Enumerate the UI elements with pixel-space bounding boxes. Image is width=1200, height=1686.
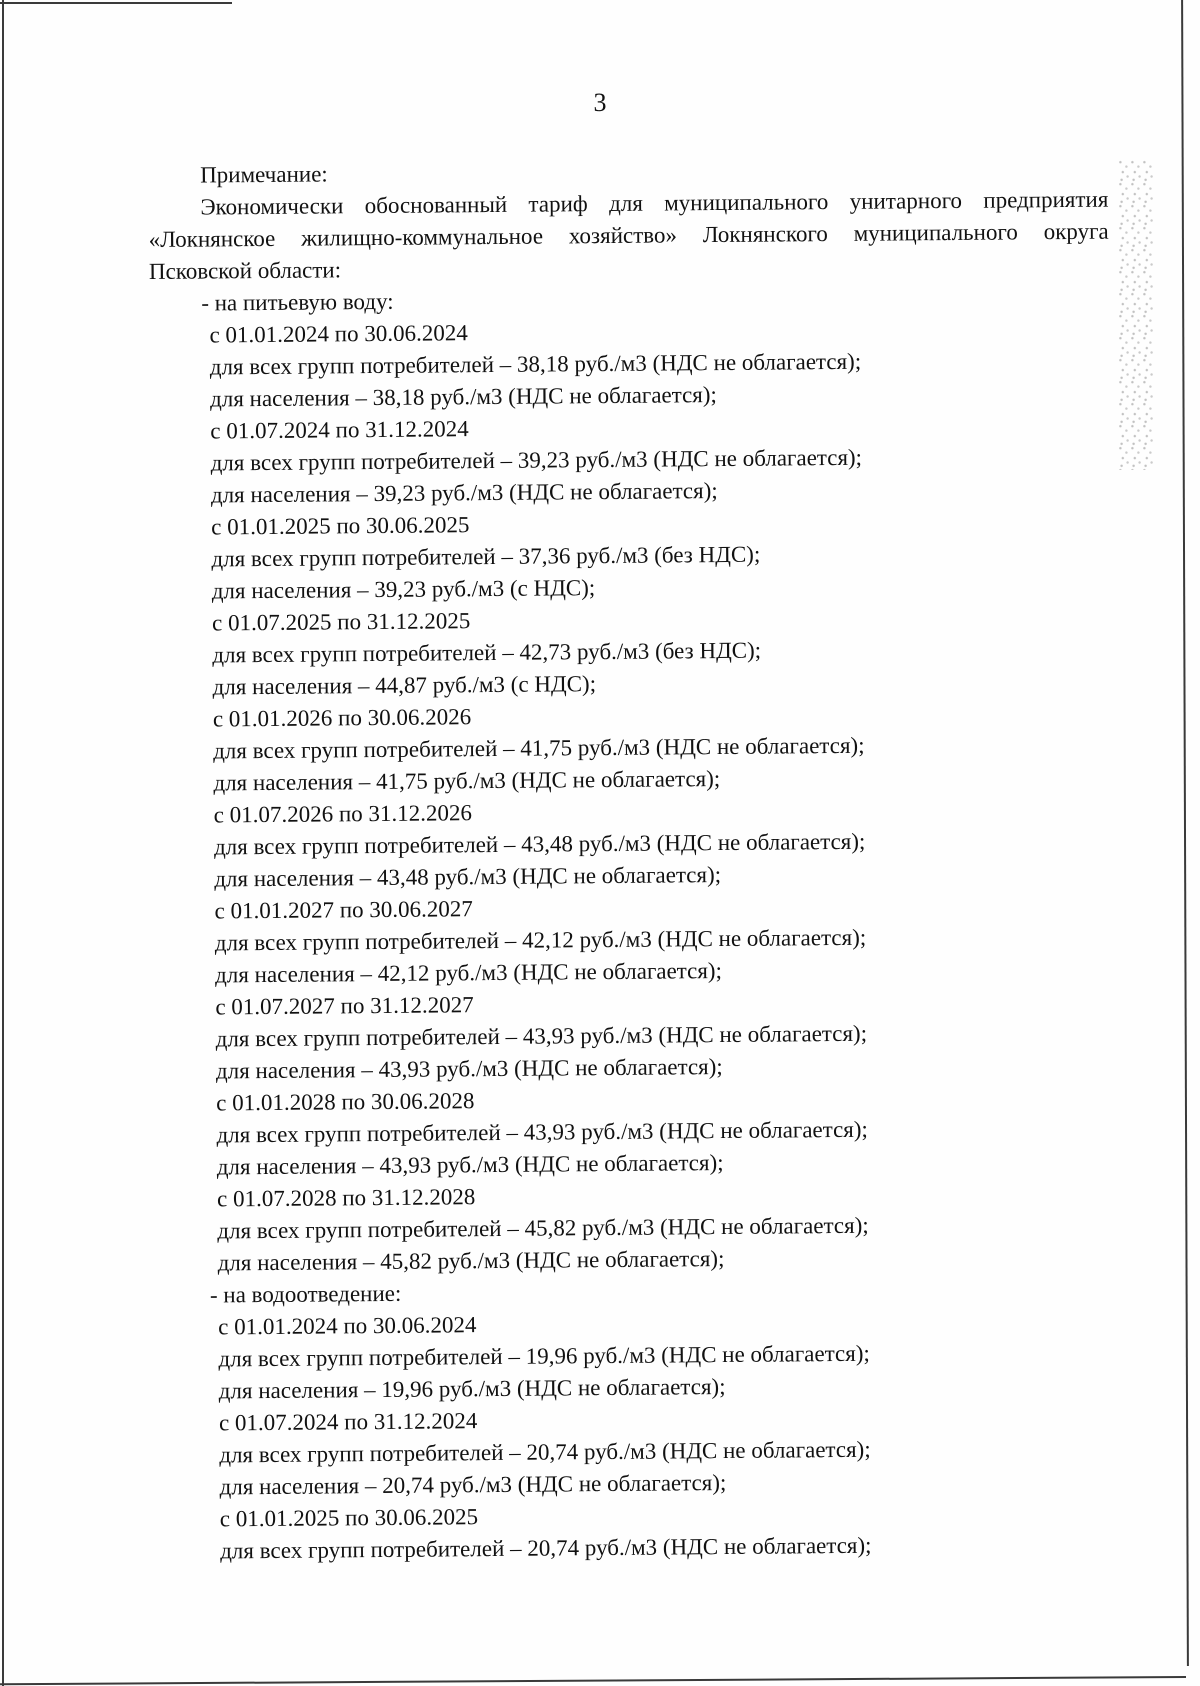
intro-line: Экономически обоснованный тариф для муниципального унитарного предприятия: [200, 186, 1109, 220]
tariff-line: для всех групп потребителей – 43,93 руб./м3 (НДС не облагается);: [215, 1020, 868, 1052]
tariff-line: для населения – 41,75 руб./м3 (НДС не облагается);: [213, 766, 721, 796]
tariff-line: для всех групп потребителей – 39,23 руб./м3 (НДС не облагается);: [210, 444, 863, 476]
tariff-line: для населения – 42,12 руб./м3 (НДС не облагается);: [215, 958, 723, 988]
tariff-line: для населения – 38,18 руб./м3 (НДС не облагается);: [209, 382, 717, 412]
tariff-line: для всех групп потребителей – 19,96 руб./м3 (НДС не облагается);: [218, 1340, 870, 1372]
tariff-line: для всех групп потребителей – 20,74 руб./м3 (НДС не облагается);: [220, 1532, 872, 1564]
tariff-line: для населения – 20,74 руб./м3 (НДС не облагается);: [219, 1470, 727, 1500]
tariff-line: для населения – 44,87 руб./м3 (с НДС);: [212, 671, 597, 700]
tariff-line: для населения – 43,93 руб./м3 (НДС не облагается);: [215, 1054, 723, 1084]
intro-line: Псковской области:: [148, 257, 342, 284]
tariff-line: для всех групп потребителей – 20,74 руб./м3 (НДС не облагается);: [219, 1436, 871, 1468]
section-title: - на питьевую воду:: [201, 288, 394, 316]
scan-edge-bottom: [0, 1676, 1186, 1685]
tariff-line: с 01.01.2024 по 30.06.2024: [209, 320, 468, 348]
tariff-line: с 01.01.2028 по 30.06.2028: [216, 1088, 475, 1116]
tariff-line: для населения – 39,23 руб./м3 (НДС не облагается);: [210, 478, 718, 508]
page-number: 3: [593, 88, 607, 117]
tariff-line: с 01.01.2027 по 30.06.2027: [214, 896, 473, 924]
tariff-sections: [149, 280, 1120, 1568]
tariff-line: для всех групп потребителей – 41,75 руб./м3 (НДС не облагается);: [213, 732, 865, 764]
tariff-line: для всех групп потребителей – 43,93 руб./м3 (НДС не облагается);: [216, 1116, 868, 1148]
tariff-line: с 01.07.2024 по 31.12.2024: [210, 416, 469, 444]
scan-edge-left: [2, 0, 4, 1686]
tariff-line: для населения – 39,23 руб./м3 (с НДС);: [211, 575, 596, 604]
tariff-line: для всех групп потребителей – 42,73 руб./м3 (без НДС);: [212, 637, 762, 668]
tariff-line: с 01.07.2028 по 31.12.2028: [216, 1184, 476, 1212]
tariff-line: с 01.07.2025 по 31.12.2025: [211, 608, 471, 636]
tariff-line: для всех групп потребителей – 43,48 руб./м3 (НДС не облагается);: [213, 828, 866, 860]
note-heading: Примечание:: [200, 161, 328, 188]
tariff-line: с 01.01.2025 по 30.06.2025: [211, 512, 470, 540]
scan-noise: [1118, 160, 1154, 470]
tariff-line: для населения – 19,96 руб./м3 (НДС не облагается);: [218, 1374, 726, 1404]
tariff-line: с 01.07.2027 по 31.12.2027: [215, 992, 474, 1020]
tariff-line: с 01.01.2024 по 30.06.2024: [218, 1312, 477, 1340]
tariff-line: для всех групп потребителей – 42,12 руб./м3 (НДС не облагается);: [214, 924, 867, 956]
tariff-line: для всех групп потребителей – 37,36 руб./м3 (без НДС);: [211, 541, 761, 572]
tariff-line: для населения – 43,93 руб./м3 (НДС не облагается);: [216, 1150, 724, 1180]
section-title: - на водоотведение:: [209, 1280, 402, 1308]
tariff-line: с 01.01.2025 по 30.06.2025: [219, 1504, 479, 1532]
tariff-line: с 01.07.2024 по 31.12.2024: [218, 1408, 478, 1436]
tariff-line: для населения – 45,82 руб./м3 (НДС не облагается);: [217, 1246, 725, 1276]
note-body: [148, 152, 1120, 1568]
scan-edge-top: [0, 2, 232, 4]
tariff-line: с 01.07.2026 по 31.12.2026: [213, 800, 473, 828]
tariff-line: с 01.01.2026 по 30.06.2026: [212, 704, 472, 732]
tariff-line: для всех групп потребителей – 38,18 руб./м3 (НДС не облагается);: [209, 348, 862, 380]
scan-edge-right: [1181, 0, 1189, 1666]
tariff-line: для населения – 43,48 руб./м3 (НДС не облагается);: [214, 862, 722, 892]
tariff-line: для всех групп потребителей – 45,82 руб./м3 (НДС не облагается);: [217, 1212, 869, 1244]
intro-line: «Локнянское жилищно-коммунальное хозяйство» Локнянского муниципального округа: [148, 218, 1109, 252]
